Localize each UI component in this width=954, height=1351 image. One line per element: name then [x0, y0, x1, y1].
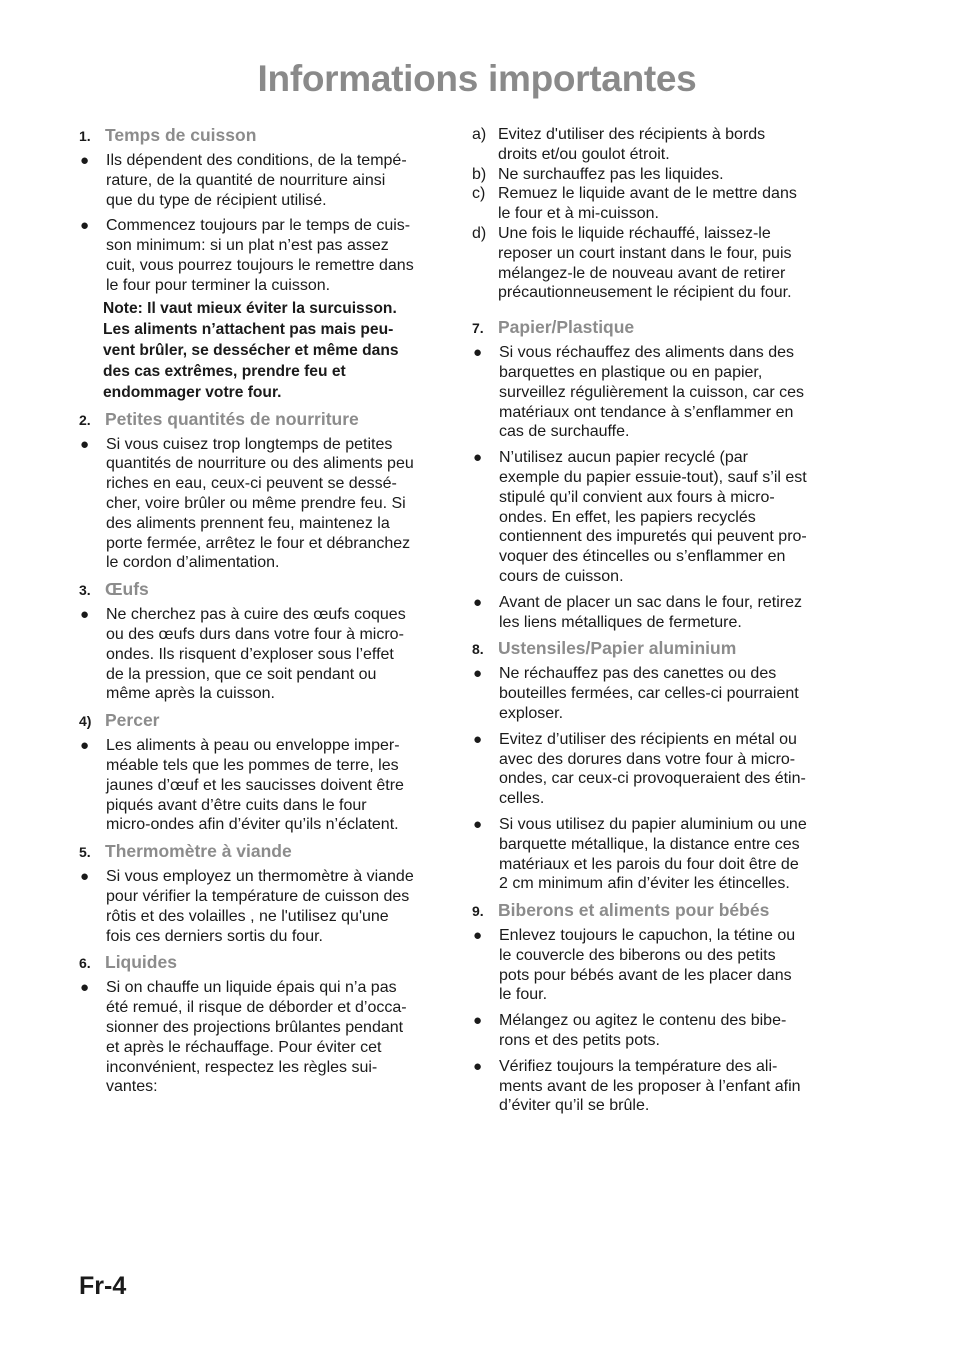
bullet-dot-icon: ● — [473, 1012, 483, 1030]
text-line: N’utilisez aucun papier recyclé (par — [499, 449, 748, 467]
bullet-text — [106, 435, 449, 574]
bullet-text — [499, 1011, 844, 1051]
section — [472, 900, 844, 1116]
bullet-dot-icon: ● — [473, 1057, 483, 1075]
section-title: Petites quantités de nourriture — [105, 408, 359, 429]
text-line: d’éviter qu’il se brûle. — [499, 1097, 650, 1115]
text-line: rons et des petits pots. — [499, 1032, 660, 1050]
bullet-item — [472, 1057, 844, 1116]
text-line: bouteilles fermées, car celles-ci pourraient — [499, 685, 799, 703]
text-line: Mélangez ou agitez le contenu des bibe- — [499, 1012, 787, 1030]
text-line: et après le réchauffage. Pour éviter cet — [106, 1038, 382, 1056]
bullet-item — [79, 736, 449, 835]
section-heading — [79, 579, 449, 605]
text-line: ondes. Ils risquent d’exploser sous l’effet — [106, 645, 394, 663]
text-line: méable tels que les pommes de terre, les — [106, 756, 399, 774]
bullet-dot-icon: ● — [80, 979, 90, 997]
text-line: sionner des projections brûlantes pendant — [106, 1018, 404, 1036]
text-line: même après la cuisson. — [106, 685, 275, 703]
section — [79, 841, 449, 946]
section-title: Percer — [105, 710, 160, 731]
text-line: riches en eau, ceux-ci peuvent se dessé- — [106, 475, 397, 493]
bullet-text — [499, 448, 844, 587]
bullet-text — [499, 343, 844, 442]
bullet-text — [106, 867, 449, 946]
text-line: Si vous utilisez du papier aluminium ou une — [499, 815, 807, 833]
sub-item — [472, 224, 844, 303]
text-line: droits et/ou goulot étroit. — [498, 145, 670, 163]
bullet-item — [472, 448, 844, 587]
section-title: Thermomètre à viande — [105, 841, 292, 862]
bullet-dot-icon: ● — [473, 730, 483, 748]
bullet-item — [472, 343, 844, 442]
text-line: jaunes d’œuf et les saucisses doivent être — [106, 776, 404, 794]
text-line: reposer un court instant dans le four, puis — [498, 244, 792, 262]
sub-item-label: d) — [472, 224, 487, 242]
section-number: 8. — [472, 641, 484, 658]
text-line: micro-ondes afin d’éviter qu’ils n’éclatent. — [106, 816, 399, 834]
text-line: Commencez toujours par le temps de cuis- — [106, 217, 411, 235]
bullet-text — [499, 1057, 844, 1116]
sub-item-text — [498, 184, 844, 224]
text-line: endommager votre four. — [103, 383, 282, 401]
bullet-dot-icon: ● — [80, 435, 90, 453]
section-title: Temps de cuisson — [105, 125, 257, 145]
bullet-text — [499, 664, 844, 723]
text-line: matériaux et les parois du four doit être de — [499, 855, 799, 873]
text-line: Evitez d'utiliser des récipients à bords — [498, 126, 766, 143]
bullet-dot-icon: ● — [473, 344, 483, 362]
section — [79, 125, 449, 403]
bullet-item — [79, 151, 449, 210]
section-number: 9. — [472, 903, 484, 920]
text-line: contiennent des impuretés qui peuvent pro- — [499, 528, 807, 546]
text-line: précautionneusement le récipient du four. — [498, 284, 792, 302]
section-heading — [79, 710, 449, 736]
sub-item — [472, 184, 844, 224]
text-line: cher, voire brûler ou même prendre feu. Si — [106, 494, 406, 512]
section-heading — [472, 317, 844, 343]
text-line: Evitez d’utiliser des récipients en métal ou — [499, 730, 797, 748]
section-heading — [472, 900, 844, 926]
bullet-item — [472, 593, 844, 633]
text-line: 2 cm minimum afin d’éviter les étincelles. — [499, 875, 790, 893]
sub-item-text — [498, 125, 844, 165]
section — [472, 317, 844, 632]
text-line: Ne surchauffez pas les liquides. — [498, 165, 724, 183]
text-line: pour vérifier la température de cuisson des — [106, 887, 410, 905]
text-line: exploser. — [499, 704, 564, 722]
sub-item-label: b) — [472, 165, 487, 183]
sub-item-text — [498, 224, 844, 303]
text-line: rature, de la quantité de nourriture ainsi — [106, 171, 386, 189]
text-line: Les aliments à peau ou enveloppe imper- — [106, 737, 400, 755]
text-line: Ne réchauffez pas des canettes ou des — [499, 665, 777, 683]
text-line: le four et à mi-cuisson. — [498, 205, 659, 223]
section — [79, 710, 449, 835]
bullet-item — [472, 1011, 844, 1051]
bullet-item — [472, 815, 844, 894]
bullet-text — [499, 730, 844, 809]
bullet-dot-icon: ● — [473, 927, 483, 945]
bullet-text — [106, 216, 449, 295]
text-line: cours de cuisson. — [499, 567, 624, 585]
bullet-dot-icon: ● — [80, 737, 90, 755]
section — [472, 638, 844, 894]
bullet-dot-icon: ● — [80, 868, 90, 886]
text-line: le cordon d’alimentation. — [106, 554, 280, 572]
text-line: exemple du papier essuie-tout), sauf s’il est — [499, 468, 807, 486]
text-line: vent brûler, se dessécher et même dans — [103, 341, 399, 359]
text-line: Avant de placer un sac dans le four, retirez — [499, 593, 802, 611]
text-line: Note: Il vaut mieux éviter la surcuisson. — [103, 299, 397, 317]
section-title: Biberons et aliments pour bébés — [498, 900, 770, 921]
text-line: le four pour terminer la cuisson. — [106, 276, 331, 294]
section-number: 1. — [79, 128, 91, 144]
text-line: de la pression, que ce soit pendant ou — [106, 665, 377, 683]
bullet-text — [106, 605, 449, 704]
text-line: son minimum: si un plat n’est pas assez — [106, 237, 389, 255]
section-title: Ustensiles/Papier aluminium — [498, 638, 737, 659]
section — [79, 409, 449, 574]
text-line: barquettes en plastique ou en papier, — [499, 363, 763, 381]
text-line: été remué, il risque de déborder et d’occa- — [106, 999, 407, 1017]
text-line: le four. — [499, 986, 548, 1004]
section — [79, 952, 449, 1097]
text-line: Si vous cuisez trop longtemps de petites — [106, 435, 393, 453]
text-line: quantités de nourriture ou des aliments peu — [106, 455, 414, 473]
text-line: inconvénient, respectez les règles sui- — [106, 1058, 378, 1076]
sub-item — [472, 125, 844, 165]
bullet-item — [79, 605, 449, 704]
text-line: Ne cherchez pas à cuire des œufs coques — [106, 606, 406, 624]
text-line: matériaux ont tendance à s’enflammer en — [499, 403, 794, 421]
text-line: des cas extrêmes, prendre feu et — [103, 362, 346, 380]
section-heading — [79, 952, 449, 978]
section-heading — [79, 409, 449, 435]
text-line: pots pour bébés avant de les placer dans — [499, 966, 792, 984]
sub-item-label: c) — [472, 185, 486, 203]
text-line: mélangez-le de nouveau avant de retirer — [498, 264, 786, 282]
text-line: Vérifiez toujours la température des ali- — [499, 1057, 778, 1075]
text-line: avec des dorures dans votre four à micro- — [499, 750, 796, 768]
bullet-text — [499, 815, 844, 894]
right-column — [472, 125, 844, 1122]
text-line: le couvercle des biberons ou des petits — [499, 946, 776, 964]
section-number: 5. — [79, 844, 91, 861]
section-number: 6. — [79, 955, 91, 972]
text-line: ondes, car ceux-ci provoqueraient des étin- — [499, 770, 806, 788]
section-heading — [79, 125, 449, 151]
text-line: piqués avant d’être cuits dans le four — [106, 796, 367, 814]
bullet-dot-icon: ● — [80, 606, 90, 624]
text-line: stipulé qu’il convient aux fours à micro- — [499, 488, 775, 506]
section-number: 7. — [472, 320, 484, 337]
text-line: cuit, vous pourrez toujours le remettre dans — [106, 256, 414, 274]
bullet-dot-icon: ● — [473, 665, 483, 683]
section-title: Liquides — [105, 952, 177, 973]
bullet-text — [106, 151, 449, 210]
text-line: des aliments prennent feu, maintenez la — [106, 514, 390, 532]
section-number: 4) — [79, 713, 92, 730]
text-line: ments avant de les proposer à l’enfant afin — [499, 1077, 801, 1095]
section-number: 2. — [79, 411, 91, 428]
bullet-dot-icon: ● — [80, 152, 90, 169]
text-line: voquer des étincelles ou s’enflammer en — [499, 548, 786, 566]
sub-item-text — [498, 165, 844, 185]
bullet-dot-icon: ● — [473, 593, 483, 611]
text-line: barquette métallique, la distance entre ces — [499, 835, 800, 853]
left-column — [79, 125, 449, 1103]
text-line: vantes: — [106, 1078, 158, 1096]
text-line: Une fois le liquide réchauffé, laissez-le — [498, 224, 771, 242]
sub-item-label: a) — [472, 126, 487, 143]
bullet-text — [499, 593, 844, 633]
bullet-dot-icon: ● — [80, 217, 90, 235]
page-title: Informations importantes — [257, 58, 697, 99]
text-line: Remuez le liquide avant de le mettre dans — [498, 185, 797, 203]
text-line: Enlevez toujours le capuchon, la tétine ou — [499, 927, 796, 945]
text-line: porte fermée, arrêtez le four et débranchez — [106, 534, 411, 552]
bullet-text — [106, 736, 449, 835]
bullet-text — [106, 978, 449, 1097]
bullet-item — [472, 664, 844, 723]
text-line: celles. — [499, 790, 545, 808]
bullet-item — [79, 216, 449, 295]
text-line: Ils dépendent des conditions, de la tempé- — [106, 152, 407, 169]
text-line: cas de surchauffe. — [499, 423, 630, 441]
bullet-item — [79, 867, 449, 946]
section-heading — [79, 841, 449, 867]
section-title: Œufs — [105, 579, 149, 600]
liquid-rules-list — [472, 125, 844, 303]
note-text — [103, 298, 449, 403]
text-line: que du type de récipient utilisé. — [106, 191, 327, 209]
section-heading — [472, 638, 844, 664]
bullet-dot-icon: ● — [473, 815, 483, 833]
bullet-item — [79, 435, 449, 574]
section — [79, 579, 449, 704]
bullet-item — [79, 978, 449, 1097]
bullet-text — [499, 926, 844, 1005]
text-line: ou des œufs durs dans votre four à micro- — [106, 625, 404, 643]
text-line: Si vous réchauffez des aliments dans des — [499, 344, 794, 362]
text-line: rôtis et des volailles , ne l'utilisez qu'une — [106, 907, 389, 925]
page-number: Fr-4 — [79, 1272, 127, 1300]
text-line: Si vous employez un thermomètre à viande — [106, 868, 414, 886]
text-line: les liens métalliques de fermeture. — [499, 613, 742, 631]
section-number: 3. — [79, 582, 91, 599]
sub-item — [472, 165, 844, 185]
text-line: surveillez régulièrement la cuisson, car ces — [499, 383, 805, 401]
text-line: Si on chauffe un liquide épais qui n’a pas — [106, 979, 397, 997]
text-line: fois ces derniers sortis du four. — [106, 927, 323, 945]
section-title: Papier/Plastique — [498, 317, 635, 338]
bullet-dot-icon: ● — [473, 449, 483, 467]
bullet-item — [472, 926, 844, 1005]
text-line: ondes. En effet, les papiers recyclés — [499, 508, 756, 526]
text-line: Les aliments n’attachent pas mais peu- — [103, 320, 394, 338]
bullet-item — [472, 730, 844, 809]
